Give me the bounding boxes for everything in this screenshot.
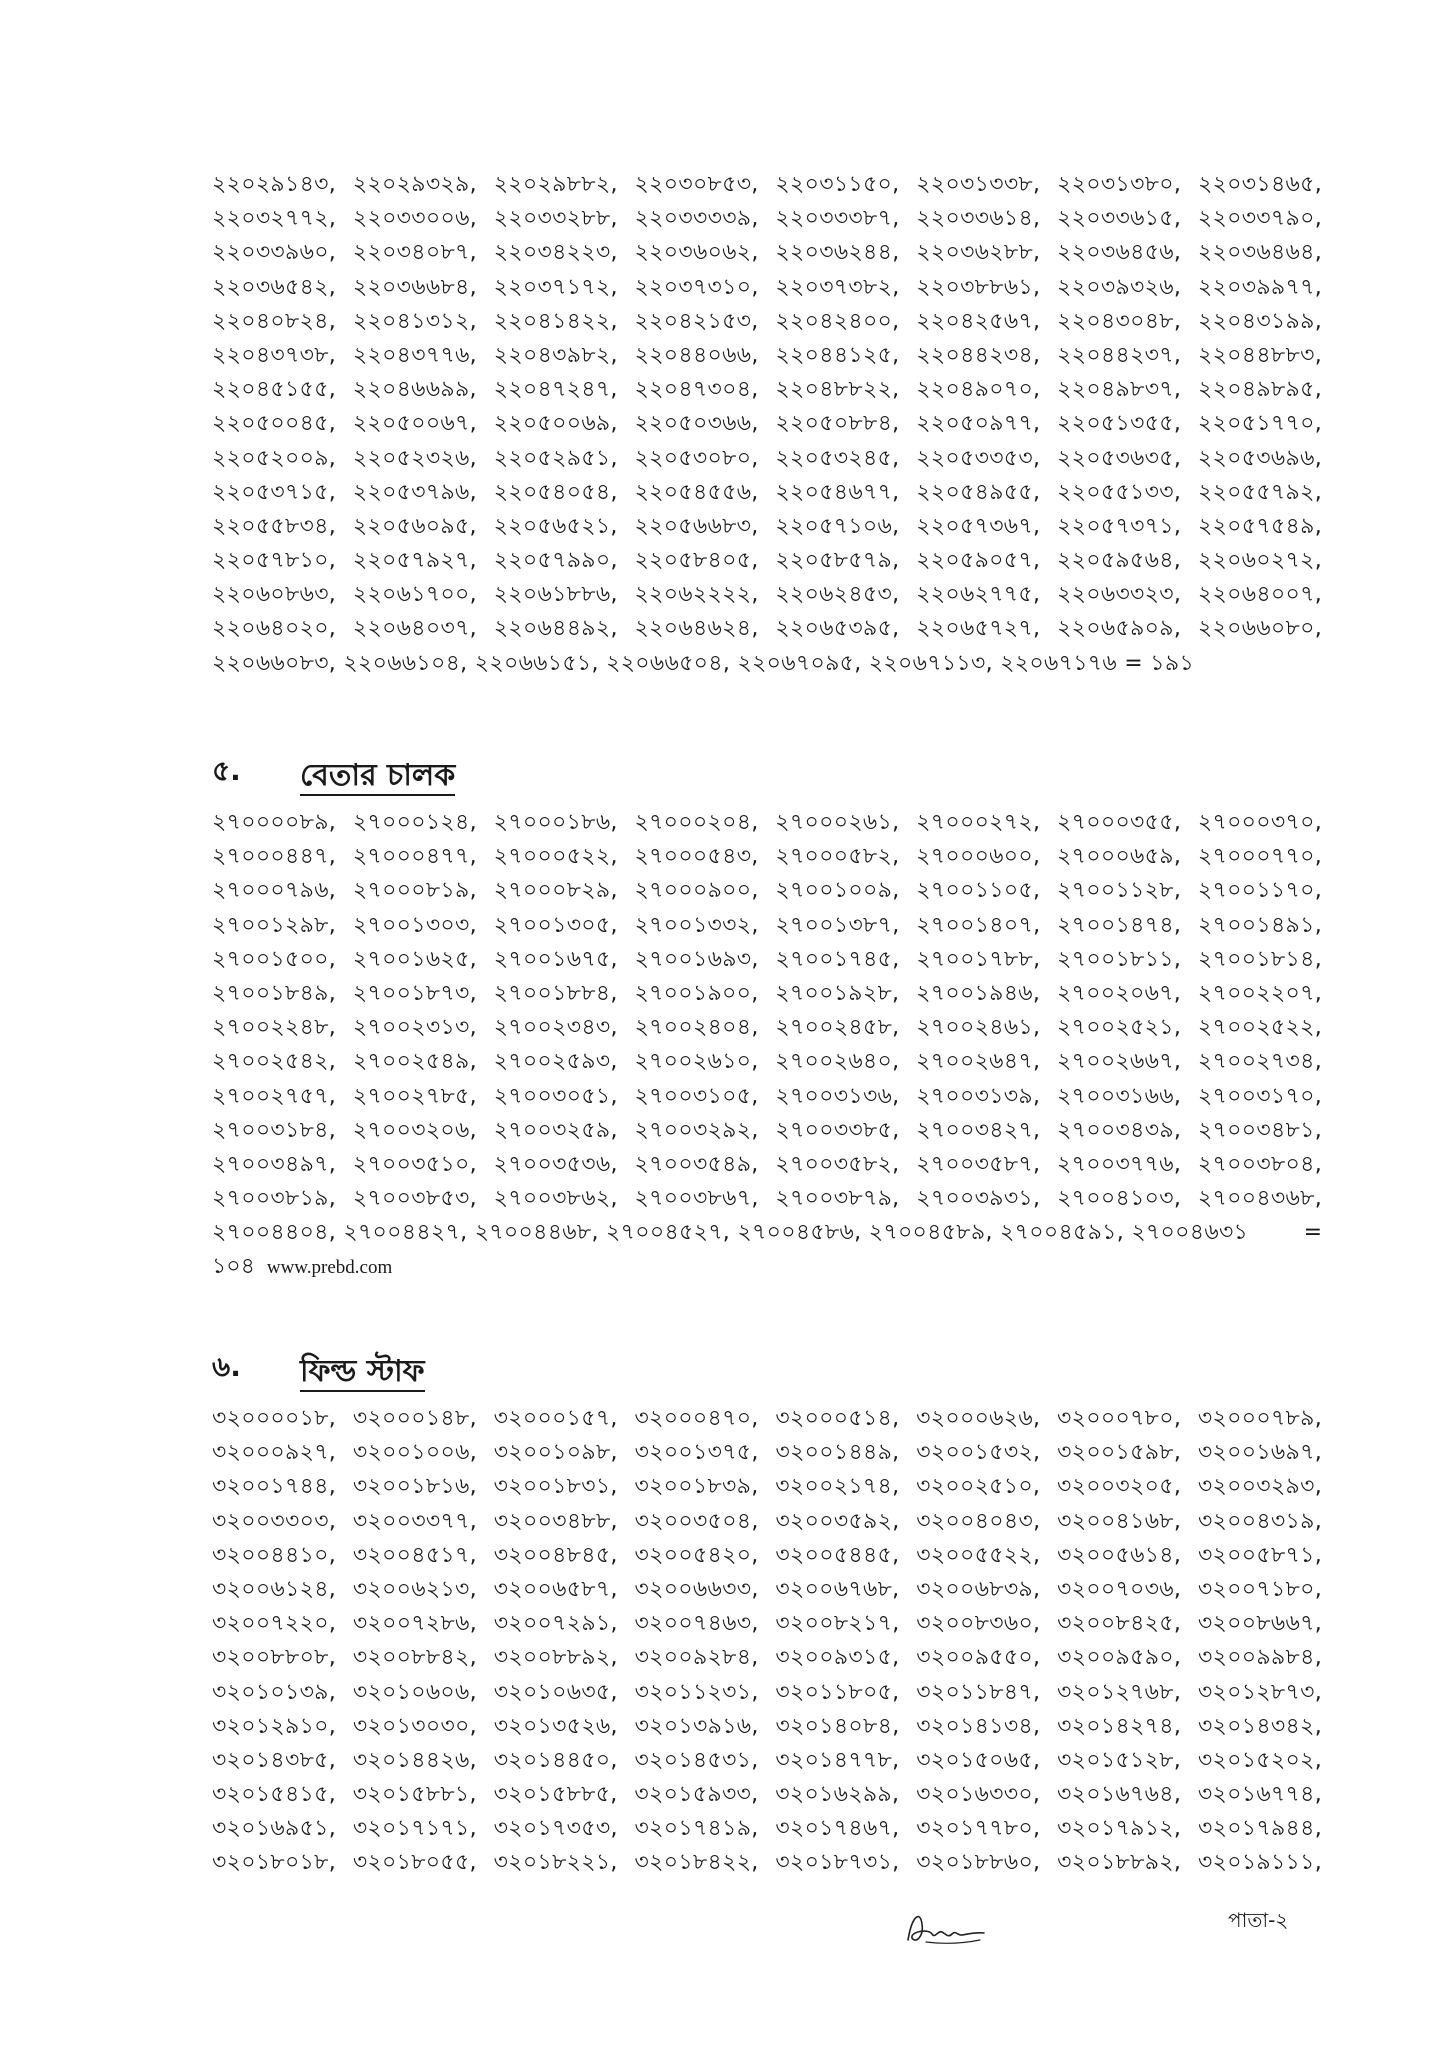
section-title: ফিল্ড স্টাফ (300, 1355, 425, 1392)
roll-line: ৩২০০৮৮০৮, ৩২০০৮৮৪২, ৩২০০৮৮৯২, ৩২০০৯২৮৪, ৩২০০৯৩১৫, ৩২০০৯৫৫০, ৩২০০৯৫৯০, ৩২০০৯৯৮৪, (212, 1645, 1322, 1671)
roll-line: ২৭০০৩৮১৯, ২৭০০৩৮৫৩, ২৭০০৩৮৬২, ২৭০০৩৮৬৭, ২৭০০৩৮৭৯, ২৭০০৩৯৩১, ২৭০০৪১০৩, ২৭০০৪৩৬৮, (212, 1186, 1322, 1212)
roll-line: ২৭০০২৭৫৭, ২৭০০২৭৮৫, ২৭০০৩০৫১, ২৭০০৩১০৫, ২৭০০৩১৩৬, ২৭০০৩১৩৯, ২৭০০৩১৬৬, ২৭০০৩১৭০, (212, 1083, 1322, 1109)
roll-line: ২৭০০০৭৯৬, ২৭০০০৮১৯, ২৭০০০৮২৯, ২৭০০০৯০০, ২৭০০১০০৯, ২৭০০১১০৫, ২৭০০১১২৮, ২৭০০১১৭০, (212, 878, 1322, 904)
roll-line: ২৭০০৩১৮৪, ২৭০০৩২০৬, ২৭০০৩২৫৯, ২৭০০৩২৯২, ২৭০০৩৩৮৫, ২৭০০৩৪২৭, ২৭০০৩৪৩৯, ২৭০০৩৪৮১, (212, 1117, 1322, 1143)
section-title: বেতার চালক (300, 759, 455, 796)
roll-line: ৩২০১০১৩৯, ৩২০১০৬০৬, ৩২০১০৬৩৫, ৩২০১১২৩১, ৩২০১১৮০৫, ৩২০১১৮৪৭, ৩২০১২৭৬৮, ৩২০১২৮৭৩, (212, 1679, 1322, 1705)
roll-line: ২২০৪৫১৫৫, ২২০৪৬৬৯৯, ২২০৪৭২৪৭, ২২০৪৭৩০৪, ২২০৪৮৮২২, ২২০৪৯০৭০, ২২০৪৯৮৩৭, ২২০৪৯৮৯৫, (212, 377, 1322, 403)
roll-line: ২৭০০২২৪৮, ২৭০০২৩১৩, ২৭০০২৩৪৩, ২৭০০২৪০৪, ২৭০০২৪৫৮, ২৭০০২৪৬১, ২৭০০২৫২১, ২৭০০২৫২২, (212, 1015, 1322, 1041)
roll-line: ২২০৫৫৮৩৪, ২২০৫৬০৯৫, ২২০৫৬৫২১, ২২০৫৬৬৮৩, ২২০৫৭১০৬, ২২০৫৭৩৬৭, ২২০৫৭৩৭১, ২২০৫৭৫৪৯, (212, 513, 1322, 539)
roll-line: ২৭০০১২৯৮, ২৭০০১৩০৩, ২৭০০১৩০৫, ২৭০০১৩৩২, ২৭০০১৩৮৭, ২৭০০১৪০৭, ২৭০০১৪৭৪, ২৭০০১৪৯১, (212, 912, 1322, 938)
roll-line: ২২০৫৭৮১০, ২২০৫৭৯২৭, ২২০৫৭৯৯০, ২২০৫৮৪০৫, ২২০৫৮৫৭৯, ২২০৫৯০৫৭, ২২০৫৯৫৬৪, ২২০৬০২৭২, (212, 548, 1322, 574)
section-6-roll-list (212, 1402, 1322, 1881)
section-5-roll-list (212, 806, 1322, 1284)
roll-line: ২২০২৯১৪৩, ২২০২৯৩২৯, ২২০২৯৮৮২, ২২০৩০৮৫৩, ২২০৩১১৫০, ২২০৩১৩৩৮, ২২০৩১৩৮০, ২২০৩১৪৬৫, (212, 172, 1322, 197)
section-5-total-row (212, 1250, 1322, 1284)
roll-line: ৩২০১৮০১৮, ৩২০১৮০৫৫, ৩২০১৮২২১, ৩২০১৮৪২২, ৩২০১৮৭৩১, ৩২০১৮৮৬০, ৩২০১৮৮৯২, ৩২০১৯১১১, (212, 1850, 1322, 1876)
section-5-heading (212, 756, 455, 796)
roll-line: ২৭০০৪৪০৪, ২৭০০৪৪২৭, ২৭০০৪৪৬৮, ২৭০০৪৫২৭, ২৭০০৪৫৮৬, ২৭০০৪৫৮৯, ২৭০০৪৫৯১, ২৭০০৪৬৩১ (212, 1220, 1249, 1246)
roll-line: ৩২০০১৭৪৪, ৩২০০১৮১৬, ৩২০০১৮৩১, ৩২০০১৮৩৯, ৩২০০২১৭৪, ৩২০০২৫১০, ৩২০০৩২০৫, ৩২০০৩২৯৩, (212, 1474, 1322, 1500)
roll-line: ২২০৩২৭৭২, ২২০৩৩০০৬, ২২০৩৩২৮৮, ২২০৩৩৩৩৯, ২২০৩৩৩৮৭, ২২০৩৩৬১৪, ২২০৩৩৬১৫, ২২০৩৩৭৯০, (212, 206, 1322, 232)
roll-line: ২৭০০১৮৪৯, ২৭০০১৮৭৩, ২৭০০১৮৮৪, ২৭০০১৯০০, ২৭০০১৯২৮, ২৭০০১৯৪৬, ২৭০০২০৬৭, ২৭০০২২০৭, (212, 980, 1322, 1006)
roll-line: ২২০৬০৮৬৩, ২২০৬১৭০০, ২২০৬১৮৮৬, ২২০৬২২২২, ২২০৬২৪৫৩, ২২০৬২৭৭৫, ২২০৬৩৩২৩, ২২০৬৪০০৭, (212, 582, 1322, 608)
roll-line-final (212, 1216, 1322, 1250)
roll-line: ৩২০০০৯২৭, ৩২০০১০০৬, ৩২০০১০৯৮, ৩২০০১৩৭৫, ৩২০০১৪৪৯, ৩২০০১৫৩২, ৩২০০১৫৯৮, ৩২০০১৬৯৭, (212, 1440, 1322, 1466)
roll-line: ২২০৫০০৪৫, ২২০৫০০৬৭, ২২০৫০০৬৯, ২২০৫০৩৬৬, ২২০৫০৮৮৪, ২২০৫০৯৭৭, ২২০৫১৩৫৫, ২২০৫১৭৭০, (212, 411, 1322, 437)
roll-line: ৩২০০৪৪১০, ৩২০০৪৫১৭, ৩২০০৪৮৪৫, ৩২০০৫৪২০, ৩২০০৫৪৪৫, ৩২০০৫৫২২, ৩২০০৫৬১৪, ৩২০০৫৮৭১, (212, 1542, 1322, 1568)
section-6-heading (212, 1352, 425, 1392)
roll-line: ৩২০১৪৩৮৫, ৩২০১৪৪২৬, ৩২০১৪৪৫০, ৩২০১৪৫৩১, ৩২০১৪৭৭৮, ৩২০১৫০৬৫, ৩২০১৫১২৮, ৩২০১৫২০২, (212, 1747, 1322, 1773)
roll-line: ৩২০০৭২২০, ৩২০০৭২৮৬, ৩২০০৭২৯১, ৩২০০৭৪৬৩, ৩২০০৮২১৭, ৩২০০৮৩৬০, ৩২০০৮৪২৫, ৩২০০৮৬৬৭, (212, 1611, 1322, 1637)
roll-line: ২৭০০০০৮৯, ২৭০০০১২৪, ২৭০০০১৮৬, ২৭০০০২০৪, ২৭০০০২৬১, ২৭০০০২৭২, ২৭০০০৩৫৫, ২৭০০০৩৭০, (212, 810, 1322, 835)
page-number: পাতা-২ (1228, 1908, 1289, 1932)
roll-line: ২২০৫২০০৯, ২২০৫২৩২৬, ২২০৫২৯৫১, ২২০৫৩০৮০, ২২০৫৩২৪৫, ২২০৫৩৩৫৩, ২২০৫৩৬৩৫, ২২০৫৩৬৯৬, (212, 445, 1322, 471)
roll-line: ৩২০০৩৩০৩, ৩২০০৩৩৭৭, ৩২০০৩৪৮৮, ৩২০০৩৫০৪, ৩২০০৩৫৯২, ৩২০০৪০৪৩, ৩২০০৪১৬৮, ৩২০০৪৩১৯, (212, 1508, 1322, 1534)
roll-line: ২২০৩৬৫৪২, ২২০৩৬৬৮৪, ২২০৩৭১৭২, ২২০৩৭৩১০, ২২০৩৭৩৮২, ২২০৩৮৮৬১, ২২০৩৯৩২৬, ২২০৩৯৯৭৭, (212, 274, 1322, 300)
section-number: ৫. (212, 754, 241, 787)
roll-line: ৩২০১২৯১০, ৩২০১৩০৩০, ৩২০১৩৫২৬, ৩২০১৩৯১৬, ৩২০১৪০৮৪, ৩২০১৪১৩৪, ৩২০১৪২৭৪, ৩২০১৪৩৪২, (212, 1713, 1322, 1739)
roll-line: ২৭০০৩৪৯৭, ২৭০০৩৫১০, ২৭০০৩৫৩৬, ২৭০০৩৫৪৯, ২৭০০৩৫৮২, ২৭০০৩৫৮৭, ২৭০০৩৭৭৬, ২৭০০৩৮০৪, (212, 1151, 1322, 1177)
roll-line: ২২০৪০৮২৪, ২২০৪১৩১২, ২২০৪১৪২২, ২২০৪২১৫৩, ২২০৪২৪০০, ২২০৪২৫৬৭, ২২০৪৩০৪৮, ২২০৪৩১৯৯, (212, 308, 1322, 334)
roll-line: ২৭০০১৫০০, ২৭০০১৬২৫, ২৭০০১৬৭৫, ২৭০০১৬৯৩, ২৭০০১৭৪৫, ২৭০০১৭৮৮, ২৭০০১৮১১, ২৭০০১৮১৪, (212, 946, 1322, 972)
section-total-count: ১০৪ (212, 1254, 255, 1280)
section-number: ৬. (212, 1350, 241, 1383)
section-4-roll-list (212, 168, 1322, 681)
roll-line: ৩২০১৫৪১৫, ৩২০১৫৮৮১, ৩২০১৫৮৮৫, ৩২০১৫৯৩৩, ৩২০১৬২৯৯, ৩২০১৬৩৩০, ৩২০১৬৭৬৪, ৩২০১৬৭৭৪, (212, 1782, 1322, 1808)
roll-line: ২২০৪৩৭৩৮, ২২০৪৩৭৭৬, ২২০৪৩৯৮২, ২২০৪৪০৬৬, ২২০৪৪১২৫, ২২০৪৪২৩৪, ২২০৪৪২৩৭, ২২০৪৪৮৮৩, (212, 342, 1322, 368)
roll-line: ২৭০০০৪৪৭, ২৭০০০৪৭৭, ২৭০০০৫২২, ২৭০০০৫৪৩, ২৭০০০৫৮২, ২৭০০০৬০০, ২৭০০০৬৫৯, ২৭০০০৭৭০, (212, 844, 1322, 870)
roll-line: ২৭০০২৫৪২, ২৭০০২৫৪৯, ২৭০০২৫৯৩, ২৭০০২৬১০, ২৭০০২৬৪০, ২৭০০২৬৪৭, ২৭০০২৬৬৭, ২৭০০২৭৩৪, (212, 1049, 1322, 1075)
roll-line-total: ২২০৬৬০৮৩, ২২০৬৬১০৪, ২২০৬৬১৫১, ২২০৬৬৫০৪, ২২০৬৭০৯৫, ২২০৬৭১১৩, ২২০৬৭১৭৬ = ১৯১ (212, 650, 1195, 676)
signature-icon (902, 1906, 988, 1950)
roll-line: ৩২০১৬৯৫১, ৩২০১৭১৭১, ৩২০১৭৩৫৩, ৩২০১৭৪১৯, ৩২০১৭৪৬৭, ৩২০১৭৭৮০, ৩২০১৭৯১২, ৩২০১৭৯৪৪, (212, 1816, 1322, 1842)
roll-line: ২২০৬৪০২০, ২২০৬৪০৩৭, ২২০৬৪৪৯২, ২২০৬৪৬২৪, ২২০৬৫৩৯৫, ২২০৬৫৭২৭, ২২০৬৫৯০৯, ২২০৬৬০৮০, (212, 616, 1322, 642)
website-watermark: www.prebd.com (266, 1257, 393, 1279)
roll-line: ২২০৫৩৭১৫, ২২০৫৩৭৯৬, ২২০৫৪০৫৪, ২২০৫৪৫৫৬, ২২০৫৪৬৭৭, ২২০৫৪৯৫৫, ২২০৫৫১৩৩, ২২০৫৫৭৯২, (212, 479, 1322, 505)
equals-sign: = (1303, 1220, 1322, 1246)
roll-line: ৩২০০০০১৮, ৩২০০০১৪৮, ৩২০০০১৫৭, ৩২০০০৪৭০, ৩২০০০৫১৪, ৩২০০০৬২৬, ৩২০০০৭৮০, ৩২০০০৭৮৯, (212, 1406, 1322, 1431)
roll-line: ৩২০০৬১২৪, ৩২০০৬২১৩, ৩২০০৬৫৮৭, ৩২০০৬৬৩৩, ৩২০০৬৭৬৮, ৩২০০৬৮৩৯, ৩২০০৭০৩৬, ৩২০০৭১৮০, (212, 1576, 1322, 1602)
roll-line: ২২০৩৩৯৬০, ২২০৩৪০৮৭, ২২০৩৪২২৩, ২২০৩৬০৬২, ২২০৩৬২৪৪, ২২০৩৬২৮৮, ২২০৩৬৪৫৬, ২২০৩৬৪৬৪, (212, 240, 1322, 266)
